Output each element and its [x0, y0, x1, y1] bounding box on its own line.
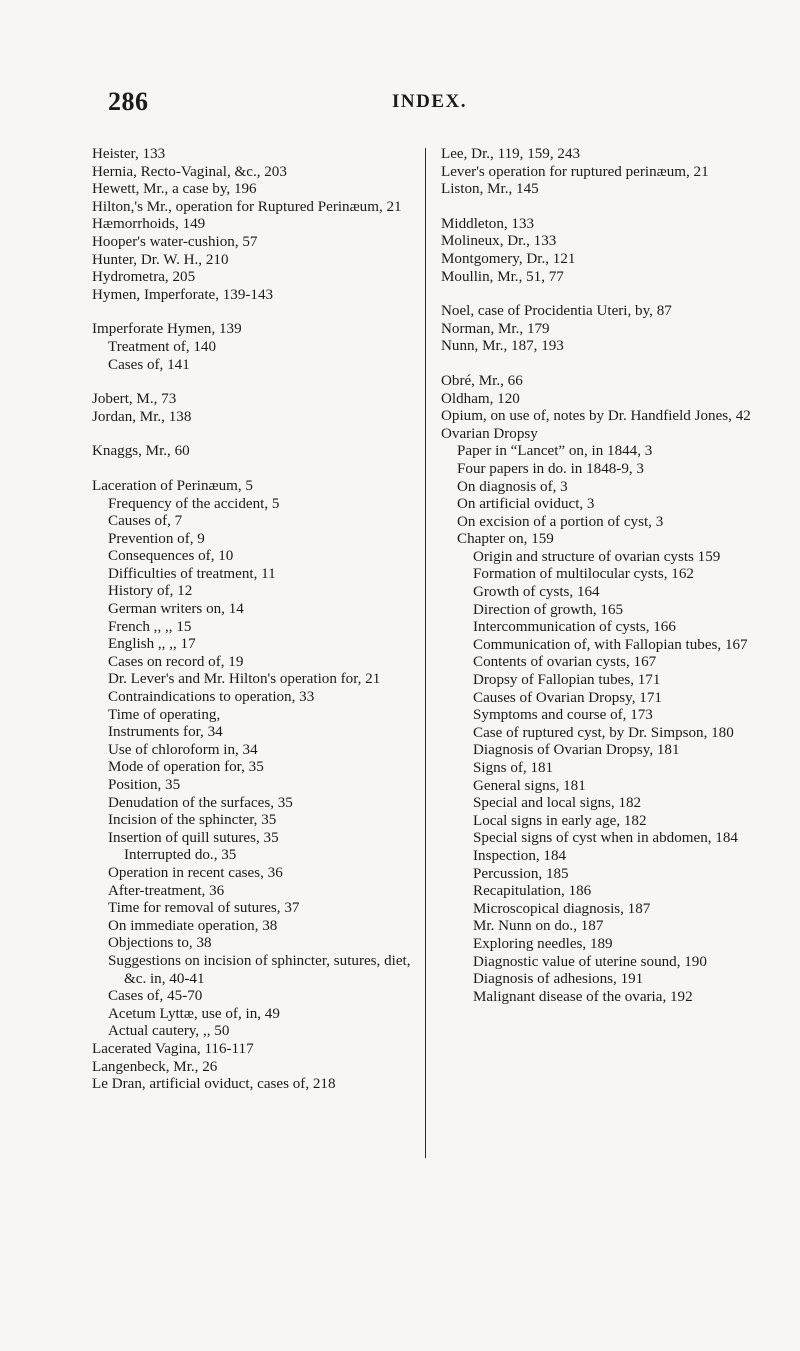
- index-entry: Ovarian Dropsy: [441, 425, 538, 442]
- index-entry: Diagnostic value of uterine sound, 190: [473, 953, 707, 970]
- index-entry: Middleton, 133: [441, 215, 535, 232]
- index-entry: Contraindications to operation, 33: [108, 689, 315, 706]
- index-entry: Exploring needles, 189: [473, 935, 613, 952]
- index-entry: Position, 35: [108, 777, 181, 793]
- index-entry: Local signs in early age, 182: [473, 812, 647, 829]
- index-entry: Inspection, 184: [473, 847, 567, 864]
- index-entry: Hooper's water-cushion, 57: [92, 233, 258, 250]
- index-entry: Norman, Mr., 179: [441, 320, 550, 337]
- index-entry: Communication of, with Fallopian tubes, 167: [473, 636, 748, 653]
- index-entry: Frequency of the accident, 5: [108, 495, 280, 512]
- index-entry: English ,, ,, 17: [108, 636, 196, 653]
- index-entry: Lacerated Vagina, 116-117: [92, 1040, 254, 1057]
- index-entry: Moullin, Mr., 51, 77: [441, 268, 564, 285]
- index-entry: Special signs of cyst when in abdomen, 184: [473, 830, 738, 847]
- index-entry: Suggestions on incision of sphincter, sutures, diet, &c. in, 40-41: [108, 952, 411, 987]
- index-entry: Cases of, 141: [108, 356, 190, 373]
- index-entry: Recapitulation, 186: [473, 883, 592, 900]
- index-entry: Prevention of, 9: [108, 530, 205, 547]
- index-entry: Hymen, Imperforate, 139-143: [92, 286, 274, 303]
- index-entry: Jobert, M., 73: [92, 391, 177, 408]
- index-entry: General signs, 181: [473, 777, 586, 794]
- index-entry: Obré, Mr., 66: [441, 372, 523, 389]
- index-entry: Incision of the sphincter, 35: [108, 812, 277, 829]
- index-entry: Signs of, 181: [473, 760, 554, 776]
- index-entry: Consequences of, 10: [108, 548, 234, 565]
- index-entry: Origin and structure of ovarian cysts 159: [473, 548, 721, 565]
- index-entry: Causes of, 7: [108, 513, 183, 530]
- index-entry: Knaggs, Mr., 60: [92, 443, 190, 460]
- index-entry: Interrupted do., 35: [124, 847, 237, 864]
- index-entry: Treatment of, 140: [108, 338, 217, 355]
- index-entry: Mode of operation for, 35: [108, 759, 264, 776]
- index-entry: Symptoms and course of, 173: [473, 707, 653, 724]
- index-entry: On excision of a portion of cyst, 3: [457, 513, 664, 530]
- index-entry: German writers on, 14: [108, 601, 244, 618]
- index-entry: Oldham, 120: [441, 390, 520, 407]
- index-entry: Dr. Lever's and Mr. Hilton's operation for, 21: [108, 671, 381, 688]
- column-divider: [425, 148, 426, 1158]
- index-entry: Intercommunication of cysts, 166: [473, 619, 676, 636]
- index-entry: Acetum Lyttæ, use of, in, 49: [108, 1005, 280, 1022]
- index-entry: Mr. Nunn on do., 187: [473, 918, 604, 935]
- index-entry: Hilton,'s Mr., operation for Ruptured Perinæum, 21: [92, 198, 402, 215]
- index-entry: Operation in recent cases, 36: [108, 864, 283, 881]
- page-number: 286: [108, 87, 149, 116]
- index-entry: History of, 12: [108, 583, 193, 600]
- index-entry: Nunn, Mr., 187, 193: [441, 338, 564, 355]
- index-entry: Diagnosis of Ovarian Dropsy, 181: [473, 742, 680, 759]
- index-entry: Denudation of the surfaces, 35: [108, 794, 293, 811]
- page-header: [0, 87, 800, 127]
- index-entry: Diagnosis of adhesions, 191: [473, 971, 644, 988]
- index-entry: Hunter, Dr. W. H., 210: [92, 251, 229, 268]
- index-entry: Growth of cysts, 164: [473, 584, 600, 601]
- index-entry: Langenbeck, Mr., 26: [92, 1058, 218, 1075]
- index-entry: Contents of ovarian cysts, 167: [473, 654, 657, 671]
- index-entry: Percussion, 185: [473, 865, 569, 882]
- index-column-left: [92, 146, 412, 1094]
- index-entry: Chapter on, 159: [457, 531, 554, 548]
- index-entry: Actual cautery, ,, 50: [108, 1023, 230, 1040]
- index-entry: Time for removal of sutures, 37: [108, 900, 300, 917]
- index-entry: On artificial oviduct, 3: [457, 496, 595, 513]
- index-entry: French ,, ,, 15: [108, 618, 192, 635]
- index-entry: Lee, Dr., 119, 159, 243: [441, 146, 581, 162]
- index-entry: Microscopical diagnosis, 187: [473, 900, 651, 917]
- index-entry: On diagnosis of, 3: [457, 478, 568, 495]
- index-entry: Montgomery, Dr., 121: [441, 250, 576, 267]
- index-entry: Use of chloroform in, 34: [108, 741, 258, 758]
- index-entry: Hæmorrhoids, 149: [92, 216, 206, 233]
- index-entry: Difficulties of treatment, 11: [108, 565, 276, 582]
- index-entry: Malignant disease of the ovaria, 192: [473, 988, 693, 1005]
- index-entry: Special and local signs, 182: [473, 795, 642, 812]
- index-entry: Molineux, Dr., 133: [441, 233, 557, 250]
- index-entry: Instruments for, 34: [108, 724, 223, 741]
- index-entry: Opium, on use of, notes by Dr. Handfield Jones, 42: [441, 408, 751, 425]
- index-entry: Liston, Mr., 145: [441, 181, 539, 198]
- index-entry: Objections to, 38: [108, 935, 212, 952]
- index-entry: Lever's operation for ruptured perinæum, 21: [441, 163, 709, 180]
- index-entry: Four papers in do. in 1848-9, 3: [457, 460, 644, 477]
- index-entry: On immediate operation, 38: [108, 917, 278, 934]
- index-entry: Time of operating,: [108, 706, 221, 723]
- index-entry: Case of ruptured cyst, by Dr. Simpson, 180: [473, 724, 734, 741]
- index-entry: Hydrometra, 205: [92, 269, 196, 286]
- index-entry: Imperforate Hymen, 139: [92, 321, 242, 338]
- index-entry: Cases on record of, 19: [108, 653, 244, 670]
- index-entry: Jordan, Mr., 138: [92, 408, 192, 425]
- index-entry: Insertion of quill sutures, 35: [108, 829, 279, 846]
- index-entry: Cases of, 45-70: [108, 988, 203, 1005]
- index-column-right: [441, 146, 765, 1006]
- index-entry: Direction of growth, 165: [473, 601, 624, 618]
- index-entry: Le Dran, artificial oviduct, cases of, 218: [92, 1076, 336, 1093]
- index-entry: Hernia, Recto-Vaginal, &c., 203: [92, 163, 287, 180]
- index-entry: Formation of multilocular cysts, 162: [473, 566, 694, 583]
- index-entry: Heister, 133: [92, 146, 166, 162]
- index-entry: After-treatment, 36: [108, 882, 225, 899]
- index-entry: Causes of Ovarian Dropsy, 171: [473, 689, 662, 706]
- index-entry: Laceration of Perinæum, 5: [92, 477, 253, 494]
- index-entry: Hewett, Mr., a case by, 196: [92, 181, 257, 198]
- index-entry: Dropsy of Fallopian tubes, 171: [473, 672, 661, 689]
- index-entry: Paper in “Lancet” on, in 1844, 3: [457, 443, 653, 460]
- running-title: INDEX.: [392, 91, 467, 112]
- index-entry: Noel, case of Procidentia Uteri, by, 87: [441, 303, 672, 320]
